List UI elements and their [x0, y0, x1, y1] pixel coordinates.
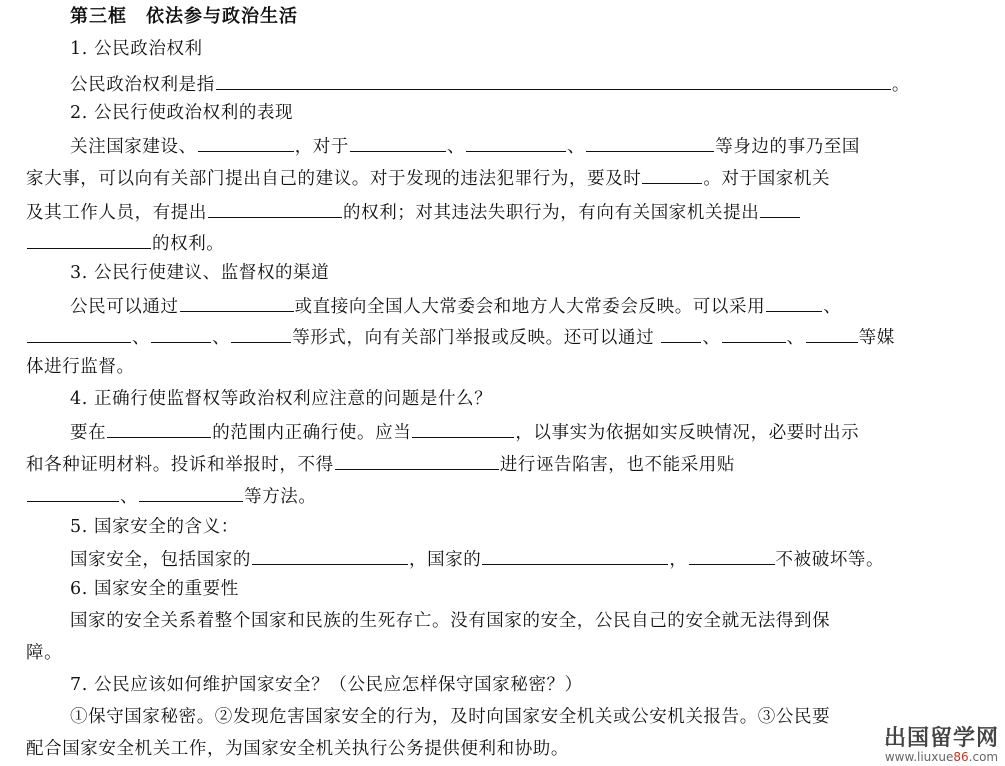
fill-blank[interactable] — [231, 325, 291, 343]
s2-line-1 — [70, 134, 860, 158]
s3-text: 、 — [786, 328, 805, 348]
s2-text: 等身边的事乃至国 — [715, 137, 861, 157]
s3-line-1 — [70, 294, 841, 318]
s2-line-2 — [26, 166, 830, 190]
fill-blank[interactable] — [151, 325, 211, 343]
s4-line-3 — [26, 484, 317, 508]
heading-exercise-rights: 2. 公民行使政治权利的表现 — [70, 103, 294, 123]
heading-notes: 4. 正确行使监督权等政治权利应注意的问题是什么？ — [70, 389, 493, 409]
fill-blank[interactable] — [586, 134, 714, 152]
s2-text: 。对于国家机关 — [703, 169, 831, 189]
s7-line-1: ①保守国家秘密。②发现危害国家安全的行为，及时向国家安全机关或公安机关报告。③公民要 — [70, 707, 831, 727]
s3-text: 、 — [702, 328, 721, 348]
fill-blank[interactable] — [350, 134, 446, 152]
fill-blank[interactable] — [216, 72, 891, 90]
fill-blank[interactable] — [642, 166, 702, 184]
s4-text: 要在 — [70, 423, 107, 443]
s1-end: 。 — [891, 75, 910, 95]
fill-blank[interactable] — [806, 325, 858, 343]
s2-text: 的权利。 — [152, 234, 225, 254]
heading-channels: 3. 公民行使建议、监督权的渠道 — [70, 263, 330, 283]
s4-line-2 — [26, 452, 735, 476]
fill-blank[interactable] — [27, 484, 119, 502]
s2-text: 的权利；对其违法失职行为，有向有关国家机关提出 — [343, 203, 760, 223]
fill-blank[interactable] — [661, 325, 701, 343]
fill-blank[interactable] — [139, 484, 243, 502]
heading-security-meaning: 5. 国家安全的含义： — [70, 517, 239, 537]
s6-line-2: 障。 — [26, 643, 63, 663]
s2-text: 及其工作人员，有提出 — [26, 203, 207, 223]
fill-blank[interactable] — [208, 200, 342, 218]
s1-text: 公民政治权利是指 — [70, 75, 215, 95]
s4-text: 、 — [120, 487, 139, 507]
s3-text: 或直接向全国人大常委会和地方人大常委会反映。可以采用 — [294, 297, 766, 317]
s2-line-3 — [26, 200, 801, 224]
fill-blank[interactable] — [689, 547, 775, 565]
s2-text: 家大事，可以向有关部门提出自己的建议。对于发现的违法犯罪行为，要及时 — [26, 169, 642, 189]
watermark-title: 出国留学网 — [883, 726, 999, 751]
fill-blank[interactable] — [412, 420, 514, 438]
s5-text: ， — [669, 550, 688, 570]
s2-text: ，对于 — [294, 137, 350, 157]
s2-text: 、 — [447, 137, 466, 157]
fill-blank[interactable] — [27, 325, 131, 343]
s2-text: 、 — [567, 137, 586, 157]
s3-line-2 — [26, 325, 895, 349]
s4-text: 和各种证明材料。投诉和举报时，不得 — [26, 455, 334, 475]
s4-text: 进行诬告陷害，也不能采用贴 — [499, 455, 736, 475]
fill-blank[interactable] — [27, 231, 151, 249]
s4-text: ，以事实为依据如实反映情况，必要时出示 — [515, 423, 860, 443]
s3-line-3: 体进行监督。 — [26, 357, 135, 377]
fill-blank[interactable] — [766, 294, 822, 312]
s7-line-2: 配合国家安全机关工作，为国家安全机关执行公务提供便利和协助。 — [26, 739, 569, 759]
s1-line-1 — [70, 72, 910, 96]
s5-line-1 — [70, 547, 884, 571]
watermark-url-suffix: .com — [968, 750, 999, 764]
section-title: 第三框 依法参与政治生活 — [70, 6, 298, 27]
heading-political-rights: 1. 公民政治权利 — [70, 39, 203, 59]
s2-text: 关注国家建设、 — [70, 137, 197, 157]
fill-blank[interactable] — [760, 200, 800, 218]
fill-blank[interactable] — [466, 134, 566, 152]
fill-blank[interactable] — [107, 420, 211, 438]
heading-protect-security: 7. 公民应该如何维护国家安全？（公民应怎样保守国家秘密？） — [70, 675, 583, 695]
watermark-url-prefix: www.liuxue — [884, 750, 954, 764]
s2-line-4 — [26, 231, 224, 255]
s3-text: 、 — [823, 297, 842, 317]
s6-line-1: 国家的安全关系着整个国家和民族的生死存亡。没有国家的安全，公民自己的安全就无法得到保 — [70, 611, 831, 631]
s5-text: ，国家的 — [409, 550, 482, 570]
watermark-url-number: 86 — [953, 750, 969, 764]
fill-blank[interactable] — [335, 452, 499, 470]
s3-text: 等媒 — [858, 328, 895, 348]
s3-text: 、 — [212, 328, 231, 348]
watermark-url — [884, 751, 999, 764]
heading-security-importance: 6. 国家安全的重要性 — [70, 579, 239, 599]
s4-line-1 — [70, 420, 859, 444]
s3-text: 等形式，向有关部门举报或反映。还可以通过 — [292, 328, 655, 348]
s3-text: 、 — [132, 328, 151, 348]
s5-text: 国家安全，包括国家的 — [70, 550, 251, 570]
fill-blank[interactable] — [482, 547, 668, 565]
s5-text: 不被破坏等。 — [775, 550, 885, 570]
s4-text: 等方法。 — [244, 487, 317, 507]
fill-blank[interactable] — [180, 294, 294, 312]
s4-text: 的范围内正确行使。应当 — [212, 423, 412, 443]
site-watermark — [884, 727, 999, 764]
fill-blank[interactable] — [198, 134, 294, 152]
fill-blank[interactable] — [722, 325, 786, 343]
s3-text: 公民可以通过 — [70, 297, 179, 317]
fill-blank[interactable] — [252, 547, 408, 565]
